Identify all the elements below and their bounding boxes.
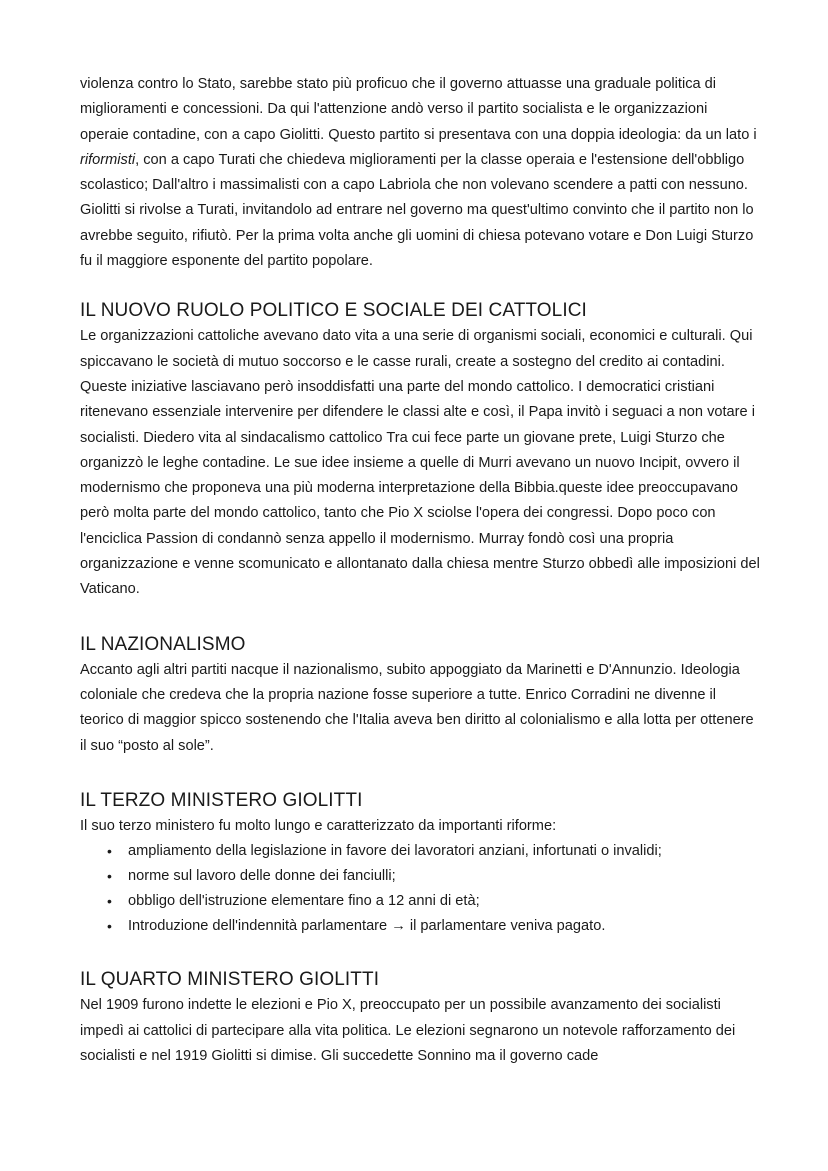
paragraph-quarto-ministero: Nel 1909 furono indette le elezioni e Pio X, preoccupato per un possibile avanzamento dei socialisti impedì ai cattolici di partecipare alla vita politica. Le elezioni segnarono un notevole rafforzamento dei socialisti e nel 1919 Giolitti si dimise. Gli succedette Sonnino ma il governo cade — [80, 997, 736, 1064]
intro-paragraph — [80, 72, 760, 274]
heading-nazionalismo: IL NAZIONALISMO — [80, 633, 246, 655]
paragraph-nazionalismo: Accanto agli altri partiti nacque il nazionalismo, subito appoggiato da Marinetti e D'Annunzio. Ideologia coloniale che credeva che la propria nazione fosse superiore a tutte. Enrico Corradini ne divenne il teorico di maggior spicco sostenendo che l'Italia aveva ben diritto al colonialismo e alla lotta per ottenere il suo “posto al sole”. — [80, 661, 754, 754]
heading-cattolici: IL NUOVO RUOLO POLITICO E SOCIALE DEI CATTOLICI — [80, 300, 587, 322]
paragraph-cattolici: Le organizzazioni cattoliche avevano dato vita a una serie di organismi sociali, economici e culturali. Qui spiccavano le società di mutuo soccorso e le casse rurali, create a sostegno del credito ai contadini. Queste iniziative lasciavano però insoddisfatti una parte del mondo cattolico. I democratici cristiani ritenevano essenziale intervenire per difendere le classi alte e così, il Papa invitò i seguaci a non votare i socialisti. Diedero vita al sindacalismo cattolico Tra cui fece parte un giovane prete, Luigi Sturzo che organizzò le leghe contadine. Le sue idee insieme a quelle di Murri avevano un nuovo Incipit, ovvero il modernismo che proponeva una più moderna interpretazione della Bibbia.queste idee preoccupavano però molta parte del mondo cattolico, tanto che Pio X sciolse l'opera dei congressi. Dopo poco con l'enciclica Passion di condannò senza appello il modernismo. Murray fondò così una propria organizzazione e venne scomunicato e allontanato dalla chiesa mentre Sturzo obbedì alle imposizioni del Vaticano. — [80, 328, 760, 598]
section-nazionalismo — [80, 633, 760, 759]
heading-quarto-ministero: IL QUARTO MINISTERO GIOLITTI — [80, 969, 380, 991]
list-item: • ampliamento della legislazione in favore dei lavoratori anziani, infortunati o invalidi; — [80, 839, 760, 864]
section-terzo-ministero — [80, 789, 760, 938]
section-cattolici — [80, 299, 760, 602]
section-quarto-ministero — [80, 968, 760, 1069]
reforms-list — [80, 839, 760, 938]
list-item: • obbligo dell'istruzione elementare fino a 12 anni di età; — [80, 889, 760, 914]
heading-terzo-ministero: IL TERZO MINISTERO GIOLITTI — [80, 789, 363, 811]
document-page — [80, 72, 760, 1069]
intro-emphasis: riformisti — [80, 151, 136, 168]
intro-text-start: violenza contro lo Stato, sarebbe stato più proficuo che il governo attuasse una graduale politica di miglioramenti e concessioni. Da qui l'attenzione andò verso il partito socialista e le organizzazioni operaie contadine, con a capo Giolitti. Questo partito si presentava con una doppia ideologia: da un lato i — [80, 76, 757, 143]
intro-text-end: , con a capo Turati che chiedeva miglioramenti per la classe operaia e l'estensione dell'obbligo scolastico; Dall'altro i massimalisti con a capo Labriola che non volevano scendere a patti con nessuno. Giolitti si rivolse a Turati, invitandolo ad entrare nel governo ma quest'ultimo convinto che il partito non lo avrebbe seguito, rifiutò. Per la prima volta anche gli uomini di chiesa potevano votare e Don Luigi Sturzo fu il maggiore esponente del partito popolare. — [80, 151, 754, 270]
list-item: • Introduzione dell'indennità parlamentare → il parlamentare veniva pagato. — [80, 914, 760, 939]
list-item: • norme sul lavoro delle donne dei fanciulli; — [80, 864, 760, 889]
paragraph-terzo-ministero: Il suo terzo ministero fu molto lungo e caratterizzato da importanti riforme: — [80, 817, 557, 834]
